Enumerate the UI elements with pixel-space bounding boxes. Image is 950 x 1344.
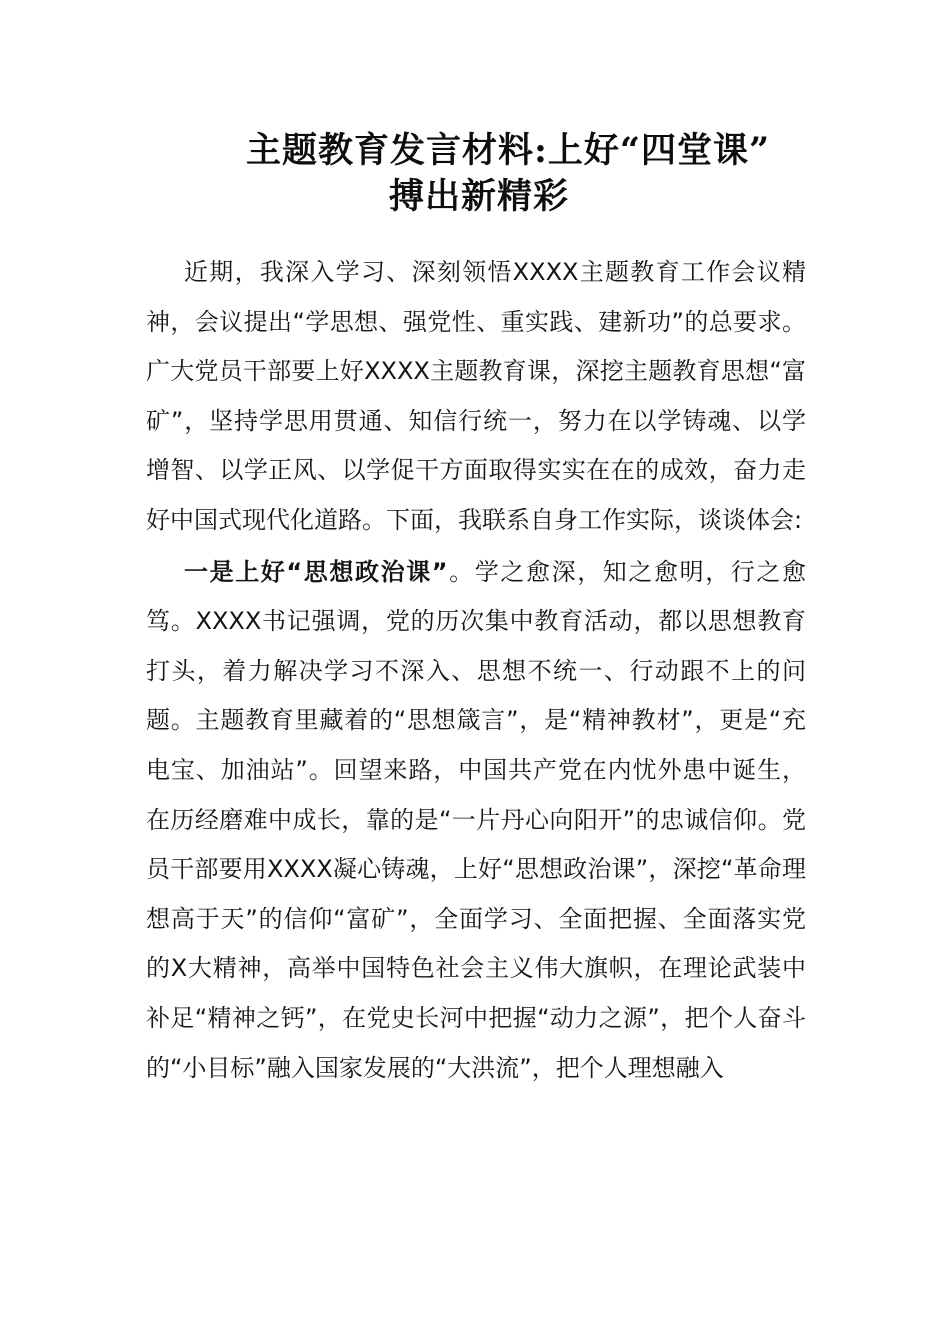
document-body	[146, 248, 806, 1093]
document-title	[146, 128, 806, 220]
paragraph-intro-text: 近期，我深入学习、深刻领悟XXXX主题教育工作会议精神，会议提出“学思想、强党性、重实践、建新功”的总要求。广大党员干部要上好XXXX主题教育课，深挖主题教育思想“富矿”，坚持学思用贯通、知信行统一，努力在以学铸魂、以学增智、以学正风、以学促干方面取得实实在在的成效，奋力走好中国式现代化道路。下面，我联系自身工作实际，谈谈体会:	[146, 258, 806, 534]
paragraph-intro	[146, 248, 806, 546]
title-line-1: 主题教育发言材料:上好“四堂课”	[246, 130, 771, 171]
paragraph-point-1-text: 。学之愈深，知之愈明，行之愈笃。XXXX书记强调，党的历次集中教育活动，都以思想教育打头，着力解决学习不深入、思想不统一、行动跟不上的问题。主题教育里藏着的“思想箴言”，是“精神教材”，更是“充电宝、加油站”。回望来路，中国共产党在内忧外患中诞生，在历经磨难中成长，靠的是“一片丹心向阳开”的忠诚信仰。党员干部要用XXXX凝心铸魂，上好“思想政治课”，深挖“革命理想高于天”的信仰“富矿”，全面学习、全面把握、全面落实党的X大精神，高举中国特色社会主义伟大旗帜，在理论武装中补足“精神之钙”，在党史长河中把握“动力之源”，把个人奋斗的“小目标”融入国家发展的“大洪流”，把个人理想融入	[146, 557, 807, 1082]
paragraph-point-1-heading: 一是上好“思想政治课”	[184, 557, 448, 586]
title-line-2: 搏出新精彩	[389, 176, 570, 217]
paragraph-point-1	[146, 548, 806, 1094]
